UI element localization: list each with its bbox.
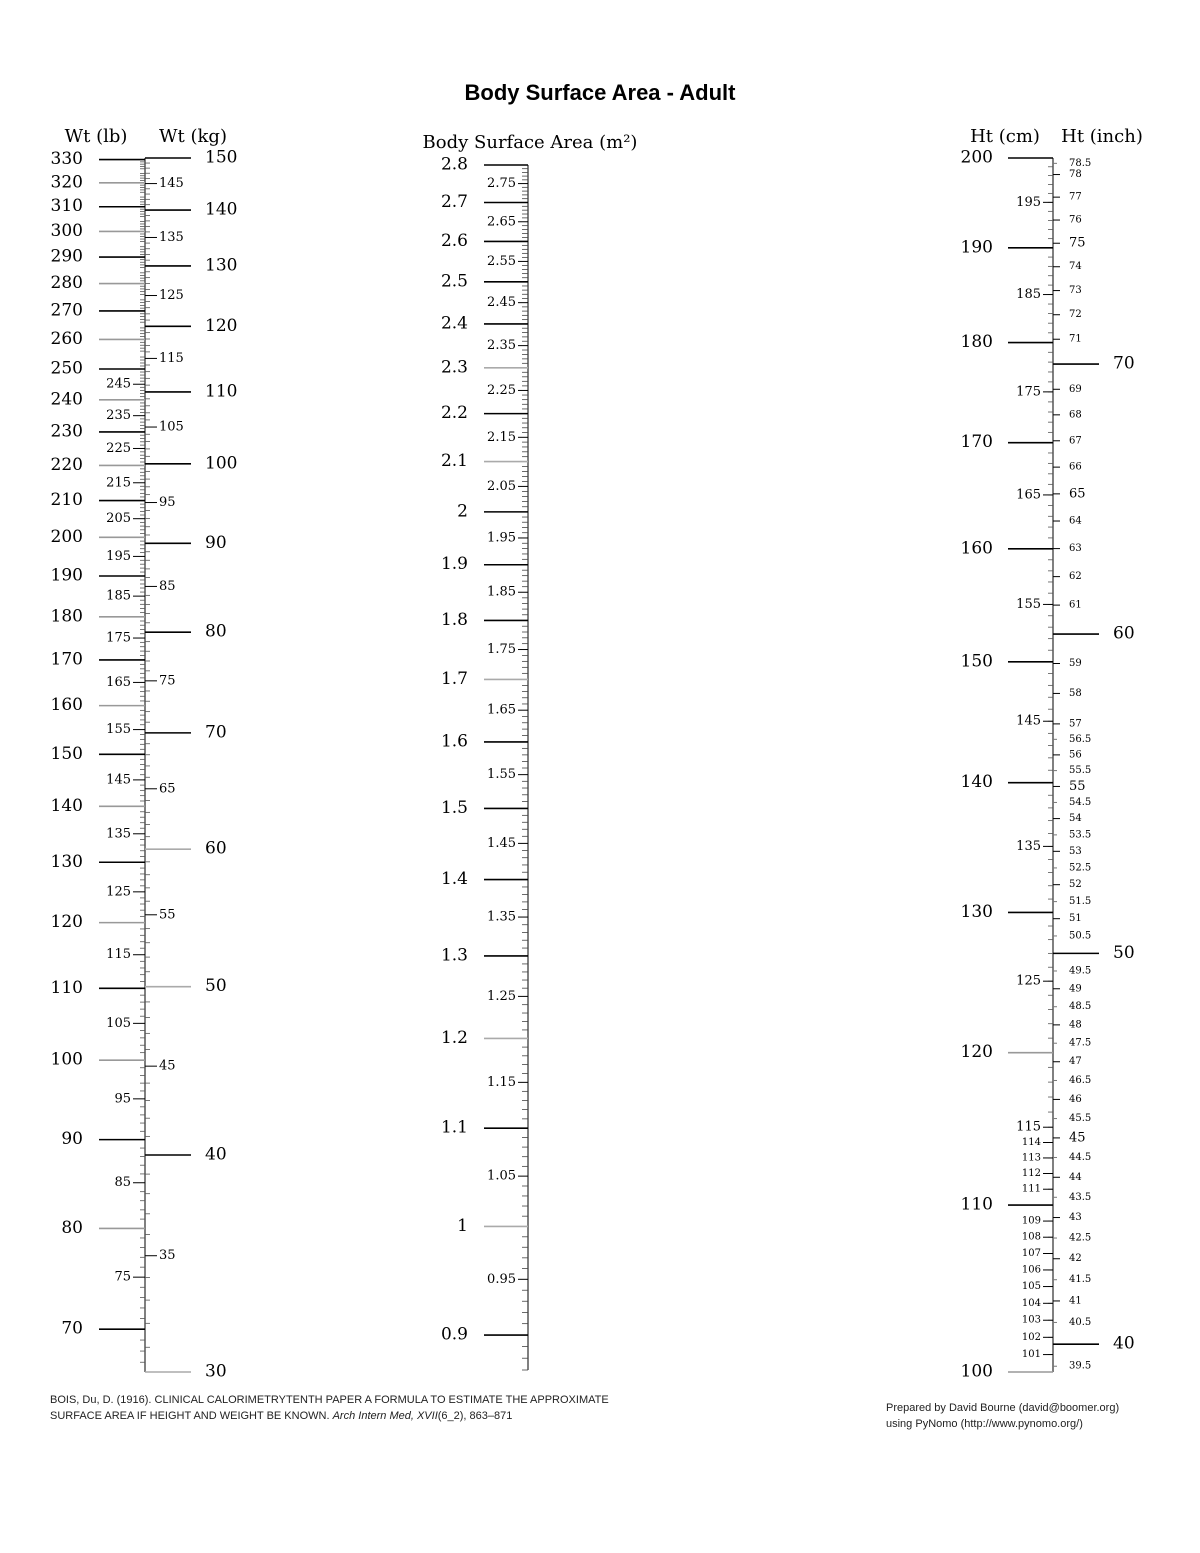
wt-kg-minor-label: 105 bbox=[159, 419, 184, 435]
wt-kg-major-label: 40 bbox=[205, 1144, 227, 1165]
wt-lb-minor-label: 245 bbox=[106, 376, 131, 392]
wt-lb-major-label: 280 bbox=[50, 273, 83, 294]
wt-lb-major-label: 240 bbox=[50, 389, 83, 410]
ht-inch-minor-label: 49 bbox=[1069, 983, 1082, 995]
ht-inch-minor-label: 65 bbox=[1069, 486, 1086, 502]
ht-inch-minor-label: 69 bbox=[1069, 383, 1082, 395]
ht-inch-minor-label: 43.5 bbox=[1069, 1191, 1092, 1203]
ht-cm-minor-label: 195 bbox=[1016, 194, 1041, 210]
wt-kg-major-label: 30 bbox=[205, 1361, 227, 1382]
bsa-major-label: 2.8 bbox=[440, 154, 468, 175]
bsa-minor-label: 1.45 bbox=[487, 835, 516, 851]
ht-inch-minor-label: 55 bbox=[1069, 778, 1086, 794]
wt-kg-minor-label: 115 bbox=[159, 350, 184, 366]
wt-kg-minor-label: 135 bbox=[159, 229, 184, 245]
wt-lb-minor-label: 105 bbox=[106, 1015, 131, 1031]
ht-inch-minor-label: 78.5 bbox=[1069, 157, 1092, 169]
ht-inch-minor-label: 52.5 bbox=[1069, 862, 1092, 874]
bsa-minor-label: 1.85 bbox=[487, 584, 516, 600]
bsa-major-label: 1.6 bbox=[440, 731, 468, 752]
credit-line-2: using PyNomo (http://www.pynomo.org/) bbox=[886, 1418, 1083, 1430]
wt-kg-minor-label: 55 bbox=[159, 907, 176, 923]
bsa-minor-label: 1.95 bbox=[487, 530, 516, 546]
bsa-major-label: 1.2 bbox=[440, 1027, 468, 1048]
ht-inch-major-label: 70 bbox=[1113, 353, 1135, 374]
ht-inch-minor-label: 77 bbox=[1069, 191, 1082, 203]
ht-cm-minor-label: 106 bbox=[1021, 1264, 1041, 1276]
wt-lb-major-label: 300 bbox=[50, 220, 83, 241]
ht-cm-minor-label: 115 bbox=[1016, 1119, 1041, 1135]
bsa-minor-label: 2.05 bbox=[487, 478, 516, 494]
ht-inch-minor-label: 56 bbox=[1069, 749, 1082, 761]
ht-inch-minor-label: 78 bbox=[1069, 169, 1082, 181]
reference-citation bbox=[50, 1392, 750, 1424]
ht-cm-minor-label: 165 bbox=[1016, 487, 1041, 503]
ht-cm-major-label: 170 bbox=[960, 432, 993, 453]
ht-inch-minor-label: 66 bbox=[1069, 461, 1082, 473]
wt-lb-major-label: 270 bbox=[50, 300, 83, 321]
bsa-minor-label: 1.25 bbox=[487, 988, 516, 1004]
ht-inch-minor-label: 63 bbox=[1069, 543, 1082, 555]
wt-lb-minor-label: 75 bbox=[114, 1269, 131, 1285]
ht-inch-minor-label: 61 bbox=[1069, 599, 1082, 611]
ht-inch-minor-label: 58 bbox=[1069, 687, 1082, 699]
ht-inch-minor-label: 45 bbox=[1069, 1130, 1086, 1146]
wt-lb-minor-label: 205 bbox=[106, 511, 131, 527]
weight-scale bbox=[51, 126, 238, 1382]
bsa-major-label: 2.7 bbox=[440, 191, 468, 212]
bsa-minor-label: 1.75 bbox=[487, 642, 516, 658]
wt-lb-minor-label: 85 bbox=[114, 1175, 131, 1191]
wt-kg-major-label: 70 bbox=[205, 722, 227, 743]
ht-cm-minor-label: 112 bbox=[1021, 1168, 1041, 1180]
wt-lb-minor-label: 175 bbox=[106, 630, 131, 646]
ht-cm-major-label: 100 bbox=[960, 1361, 993, 1382]
wt-lb-major-label: 130 bbox=[50, 851, 83, 872]
ht-inch-minor-label: 47 bbox=[1069, 1056, 1082, 1068]
ht-inch-minor-label: 39.5 bbox=[1069, 1360, 1092, 1372]
ht-cm-major-label: 200 bbox=[960, 147, 993, 168]
ht-inch-minor-label: 55.5 bbox=[1069, 765, 1092, 777]
wt-kg-major-label: 120 bbox=[205, 315, 238, 336]
ht-inch-minor-label: 46.5 bbox=[1069, 1074, 1092, 1086]
wt-lb-major-label: 110 bbox=[50, 977, 83, 998]
wt-lb-major-label: 80 bbox=[61, 1217, 83, 1238]
bsa-major-label: 1.8 bbox=[440, 609, 468, 630]
wt-lb-major-label: 100 bbox=[50, 1049, 83, 1070]
ht-inch-minor-label: 73 bbox=[1069, 285, 1082, 297]
wt-kg-minor-label: 75 bbox=[159, 673, 176, 689]
wt-kg-major-label: 140 bbox=[205, 199, 238, 220]
ht-cm-major-label: 150 bbox=[960, 651, 993, 672]
ht-cm-minor-label: 104 bbox=[1021, 1297, 1041, 1309]
bsa-minor-label: 0.95 bbox=[487, 1271, 516, 1287]
wt-lb-axis-title: Wt (lb) bbox=[64, 126, 128, 147]
wt-kg-major-label: 50 bbox=[205, 976, 227, 997]
ht-cm-major-label: 190 bbox=[960, 237, 993, 258]
credit-note bbox=[886, 1400, 1186, 1432]
ht-inch-minor-label: 41 bbox=[1069, 1295, 1082, 1307]
wt-kg-axis-title: Wt (kg) bbox=[159, 126, 227, 147]
wt-lb-major-label: 320 bbox=[50, 172, 83, 193]
wt-lb-major-label: 120 bbox=[50, 912, 83, 933]
wt-lb-major-label: 330 bbox=[50, 149, 83, 170]
bsa-major-label: 1.7 bbox=[440, 668, 468, 689]
wt-kg-major-label: 100 bbox=[205, 453, 238, 474]
ht-inch-minor-label: 49.5 bbox=[1069, 965, 1092, 977]
ht-inch-minor-label: 62 bbox=[1069, 571, 1082, 583]
ht-cm-minor-label: 109 bbox=[1021, 1215, 1041, 1227]
wt-kg-major-label: 150 bbox=[205, 147, 238, 168]
wt-lb-minor-label: 135 bbox=[106, 826, 131, 842]
ht-inch-minor-label: 51.5 bbox=[1069, 896, 1092, 908]
bsa-minor-label: 2.55 bbox=[487, 253, 516, 269]
ht-cm-major-label: 180 bbox=[960, 332, 993, 353]
wt-kg-major-label: 80 bbox=[205, 621, 227, 642]
wt-lb-major-label: 290 bbox=[50, 246, 83, 267]
wt-lb-minor-label: 225 bbox=[106, 440, 131, 456]
wt-lb-major-label: 230 bbox=[50, 421, 83, 442]
ht-cm-minor-label: 175 bbox=[1016, 384, 1041, 400]
bsa-major-label: 2.2 bbox=[440, 403, 468, 424]
wt-kg-minor-label: 125 bbox=[159, 288, 184, 304]
ht-inch-minor-label: 59 bbox=[1069, 657, 1082, 669]
reference-line-2 bbox=[50, 1408, 750, 1424]
wt-lb-major-label: 220 bbox=[50, 454, 83, 475]
ht-cm-minor-label: 185 bbox=[1016, 287, 1041, 303]
wt-lb-minor-label: 155 bbox=[106, 722, 131, 738]
ht-cm-major-label: 120 bbox=[960, 1042, 993, 1063]
wt-kg-major-label: 110 bbox=[205, 381, 238, 402]
ht-cm-minor-label: 145 bbox=[1016, 713, 1041, 729]
ht-cm-minor-label: 107 bbox=[1021, 1248, 1041, 1260]
wt-lb-minor-label: 95 bbox=[114, 1091, 131, 1107]
ht-inch-major-label: 50 bbox=[1113, 942, 1135, 963]
ht-inch-minor-label: 42 bbox=[1069, 1253, 1082, 1265]
wt-lb-major-label: 150 bbox=[50, 743, 83, 764]
wt-lb-major-label: 170 bbox=[50, 649, 83, 670]
bsa-minor-label: 2.25 bbox=[487, 382, 516, 398]
wt-lb-major-label: 90 bbox=[61, 1129, 83, 1150]
wt-lb-minor-label: 125 bbox=[106, 884, 131, 900]
wt-lb-minor-label: 165 bbox=[106, 674, 131, 690]
ht-cm-minor-label: 108 bbox=[1021, 1231, 1041, 1243]
wt-lb-minor-label: 235 bbox=[106, 408, 131, 424]
ht-inch-minor-label: 76 bbox=[1069, 214, 1082, 226]
ht-cm-minor-label: 114 bbox=[1021, 1137, 1041, 1149]
bsa-major-label: 1.9 bbox=[440, 554, 468, 575]
reference-title: SURFACE AREA IF HEIGHT AND WEIGHT BE KNOWN. bbox=[50, 1410, 333, 1422]
ht-inch-minor-label: 74 bbox=[1069, 261, 1082, 273]
bsa-minor-label: 1.55 bbox=[487, 767, 516, 783]
bsa-major-label: 2.4 bbox=[440, 313, 468, 334]
ht-cm-minor-label: 102 bbox=[1021, 1331, 1041, 1343]
reference-line-1: BOIS, Du, D. (1916). CLINICAL CALORIMETRYTENTH PAPER A FORMULA TO ESTIMATE THE APPROXIMATE bbox=[50, 1394, 609, 1406]
ht-cm-major-label: 140 bbox=[960, 772, 993, 793]
ht-inch-minor-label: 45.5 bbox=[1069, 1113, 1092, 1125]
wt-kg-minor-label: 95 bbox=[159, 495, 176, 511]
ht-cm-minor-label: 135 bbox=[1016, 838, 1041, 854]
wt-lb-major-label: 260 bbox=[50, 328, 83, 349]
wt-kg-minor-label: 35 bbox=[159, 1248, 176, 1264]
wt-kg-minor-label: 85 bbox=[159, 578, 176, 594]
height-scale bbox=[961, 126, 1143, 1382]
bsa-minor-label: 1.05 bbox=[487, 1168, 516, 1184]
ht-inch-minor-label: 75 bbox=[1069, 235, 1086, 251]
ht-inch-minor-label: 67 bbox=[1069, 435, 1082, 447]
wt-kg-minor-label: 45 bbox=[159, 1058, 176, 1074]
bsa-minor-label: 1.35 bbox=[487, 909, 516, 925]
bsa-major-label: 1.3 bbox=[440, 945, 468, 966]
ht-inch-minor-label: 46 bbox=[1069, 1093, 1082, 1105]
ht-inch-minor-label: 56.5 bbox=[1069, 733, 1092, 745]
wt-lb-major-label: 70 bbox=[61, 1318, 83, 1339]
ht-cm-minor-label: 105 bbox=[1021, 1281, 1041, 1293]
wt-kg-major-label: 60 bbox=[205, 838, 227, 859]
ht-inch-minor-label: 53.5 bbox=[1069, 829, 1092, 841]
wt-lb-minor-label: 115 bbox=[106, 947, 131, 963]
ht-inch-minor-label: 72 bbox=[1069, 309, 1082, 321]
wt-lb-major-label: 250 bbox=[50, 358, 83, 379]
ht-cm-major-label: 160 bbox=[960, 538, 993, 559]
bsa-major-label: 0.9 bbox=[440, 1324, 468, 1345]
ht-inch-major-label: 40 bbox=[1113, 1333, 1135, 1354]
credit-line-1: Prepared by David Bourne (david@boomer.org) bbox=[886, 1402, 1120, 1414]
bsa-minor-label: 2.15 bbox=[487, 429, 516, 445]
wt-lb-major-label: 140 bbox=[50, 795, 83, 816]
wt-lb-minor-label: 215 bbox=[106, 475, 131, 491]
ht-inch-minor-label: 44.5 bbox=[1069, 1151, 1092, 1163]
ht-inch-minor-label: 48 bbox=[1069, 1019, 1082, 1031]
bsa-major-label: 2.5 bbox=[440, 271, 468, 292]
ht-cm-minor-label: 125 bbox=[1016, 973, 1041, 989]
ht-cm-minor-label: 155 bbox=[1016, 596, 1041, 612]
ht-cm-axis-title: Ht (cm) bbox=[970, 126, 1040, 147]
ht-cm-major-label: 130 bbox=[960, 901, 993, 922]
ht-inch-minor-label: 50.5 bbox=[1069, 930, 1092, 942]
wt-kg-minor-label: 145 bbox=[159, 176, 184, 192]
ht-inch-minor-label: 54 bbox=[1069, 813, 1082, 825]
bsa-minor-label: 1.15 bbox=[487, 1074, 516, 1090]
bsa-minor-label: 2.35 bbox=[487, 338, 516, 354]
bsa-major-label: 2.6 bbox=[440, 230, 468, 251]
wt-kg-major-label: 130 bbox=[205, 255, 238, 276]
bsa-scale bbox=[423, 132, 638, 1370]
ht-inch-minor-label: 43 bbox=[1069, 1212, 1082, 1224]
ht-inch-minor-label: 52 bbox=[1069, 879, 1082, 891]
bsa-major-label: 1 bbox=[457, 1215, 468, 1236]
ht-inch-minor-label: 53 bbox=[1069, 845, 1082, 857]
wt-lb-major-label: 180 bbox=[50, 606, 83, 627]
wt-kg-minor-label: 65 bbox=[159, 781, 176, 797]
ht-inch-minor-label: 44 bbox=[1069, 1171, 1082, 1183]
ht-inch-minor-label: 51 bbox=[1069, 913, 1082, 925]
bsa-major-label: 2.3 bbox=[440, 357, 468, 378]
ht-inch-major-label: 60 bbox=[1113, 623, 1135, 644]
bsa-major-label: 2.1 bbox=[440, 451, 468, 472]
reference-pages: (6_2), 863–871 bbox=[437, 1410, 513, 1422]
reference-journal: Arch Intern Med, XVII bbox=[332, 1410, 438, 1422]
ht-inch-minor-label: 57 bbox=[1069, 718, 1082, 730]
ht-cm-minor-label: 111 bbox=[1021, 1183, 1041, 1195]
bsa-minor-label: 1.65 bbox=[487, 702, 516, 718]
bsa-major-label: 1.5 bbox=[440, 797, 468, 818]
bsa-major-label: 1.1 bbox=[440, 1117, 468, 1138]
ht-cm-minor-label: 103 bbox=[1021, 1314, 1041, 1326]
ht-inch-minor-label: 42.5 bbox=[1069, 1232, 1092, 1244]
ht-cm-minor-label: 101 bbox=[1021, 1349, 1041, 1361]
wt-lb-major-label: 190 bbox=[50, 565, 83, 586]
bsa-minor-label: 2.45 bbox=[487, 295, 516, 311]
bsa-minor-label: 2.65 bbox=[487, 214, 516, 230]
wt-lb-major-label: 160 bbox=[50, 695, 83, 716]
ht-inch-minor-label: 54.5 bbox=[1069, 796, 1092, 808]
ht-cm-major-label: 110 bbox=[960, 1194, 993, 1215]
ht-inch-minor-label: 48.5 bbox=[1069, 1001, 1092, 1013]
wt-lb-major-label: 200 bbox=[50, 526, 83, 547]
ht-inch-minor-label: 71 bbox=[1069, 333, 1082, 345]
bsa-major-label: 2 bbox=[457, 501, 468, 522]
ht-inch-axis-title: Ht (inch) bbox=[1061, 126, 1143, 147]
wt-lb-minor-label: 145 bbox=[106, 772, 131, 788]
bsa-minor-label: 2.75 bbox=[487, 176, 516, 192]
wt-kg-major-label: 90 bbox=[205, 532, 227, 553]
ht-inch-minor-label: 68 bbox=[1069, 409, 1082, 421]
wt-lb-major-label: 210 bbox=[50, 490, 83, 511]
bsa-major-label: 1.4 bbox=[440, 869, 468, 890]
ht-inch-minor-label: 64 bbox=[1069, 515, 1082, 527]
bsa-axis-title: Body Surface Area (m²) bbox=[422, 132, 638, 153]
ht-inch-minor-label: 47.5 bbox=[1069, 1037, 1092, 1049]
page-title: Body Surface Area - Adult bbox=[464, 80, 736, 105]
wt-lb-minor-label: 185 bbox=[106, 588, 131, 604]
ht-cm-minor-label: 113 bbox=[1021, 1152, 1041, 1164]
ht-inch-minor-label: 41.5 bbox=[1069, 1274, 1092, 1286]
wt-lb-minor-label: 195 bbox=[106, 548, 131, 564]
wt-lb-major-label: 310 bbox=[50, 196, 83, 217]
ht-inch-minor-label: 40.5 bbox=[1069, 1316, 1092, 1328]
